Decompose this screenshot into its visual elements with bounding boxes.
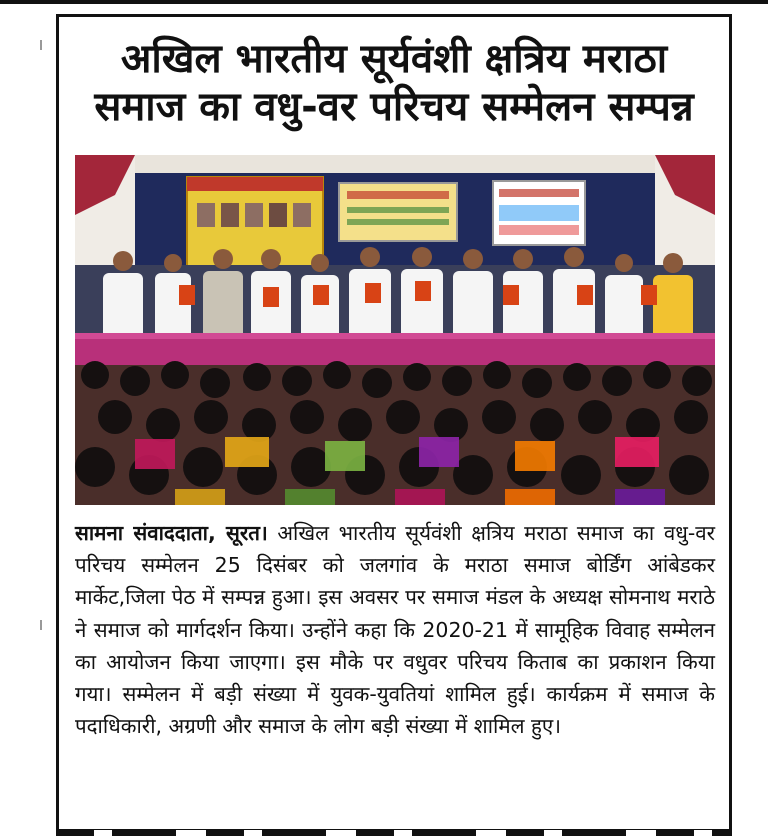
headline-line-1: अखिल भारतीय सूर्यवंशी क्षत्रिय मराठा <box>120 36 668 82</box>
byline: सामना संवाददाता, सूरत। <box>75 521 268 545</box>
event-photo <box>75 155 715 505</box>
event-photo-illustration <box>75 155 715 505</box>
article-paragraph: अखिल भारतीय सूर्यवंशी क्षत्रिय मराठा समाज का वधु-वर परिचय सम्मेलन 25 दिसंबर को जलगांव के मराठा समाज बोर्डिंग आंबेडकर मार्केट,जिला पेठ में सम्पन्न हुआ। इस अवसर पर समाज मंडल के अध्यक्ष सोमनाथ मराठे ने समाज को मार्गदर्शन किया। उन्होंने कहा कि 2020-21 में सामूहिक विवाह सम्मेलन का आयोजन किया जाएगा। इस मौके पर वधुवर परिचय किताब का प्रकाशन किया गया। सम्मेलन में बड़ी संख्या में युवक-युवतियां शामिल हुई। कार्यक्रम में समाज के पदाधिकारी, अग्रणी और समाज के लोग बड़ी संख्या में शामिल हुए। <box>75 521 716 739</box>
margin-mark <box>40 620 42 630</box>
article-body <box>75 517 715 742</box>
margin-mark <box>40 40 42 50</box>
top-rule <box>0 0 768 4</box>
next-headline-fragment <box>56 826 732 838</box>
headline-line-2: समाज का वधु-वर परिचय सम्मेलन सम्पन्न <box>94 84 694 130</box>
news-article <box>56 14 732 832</box>
headline <box>59 35 729 131</box>
